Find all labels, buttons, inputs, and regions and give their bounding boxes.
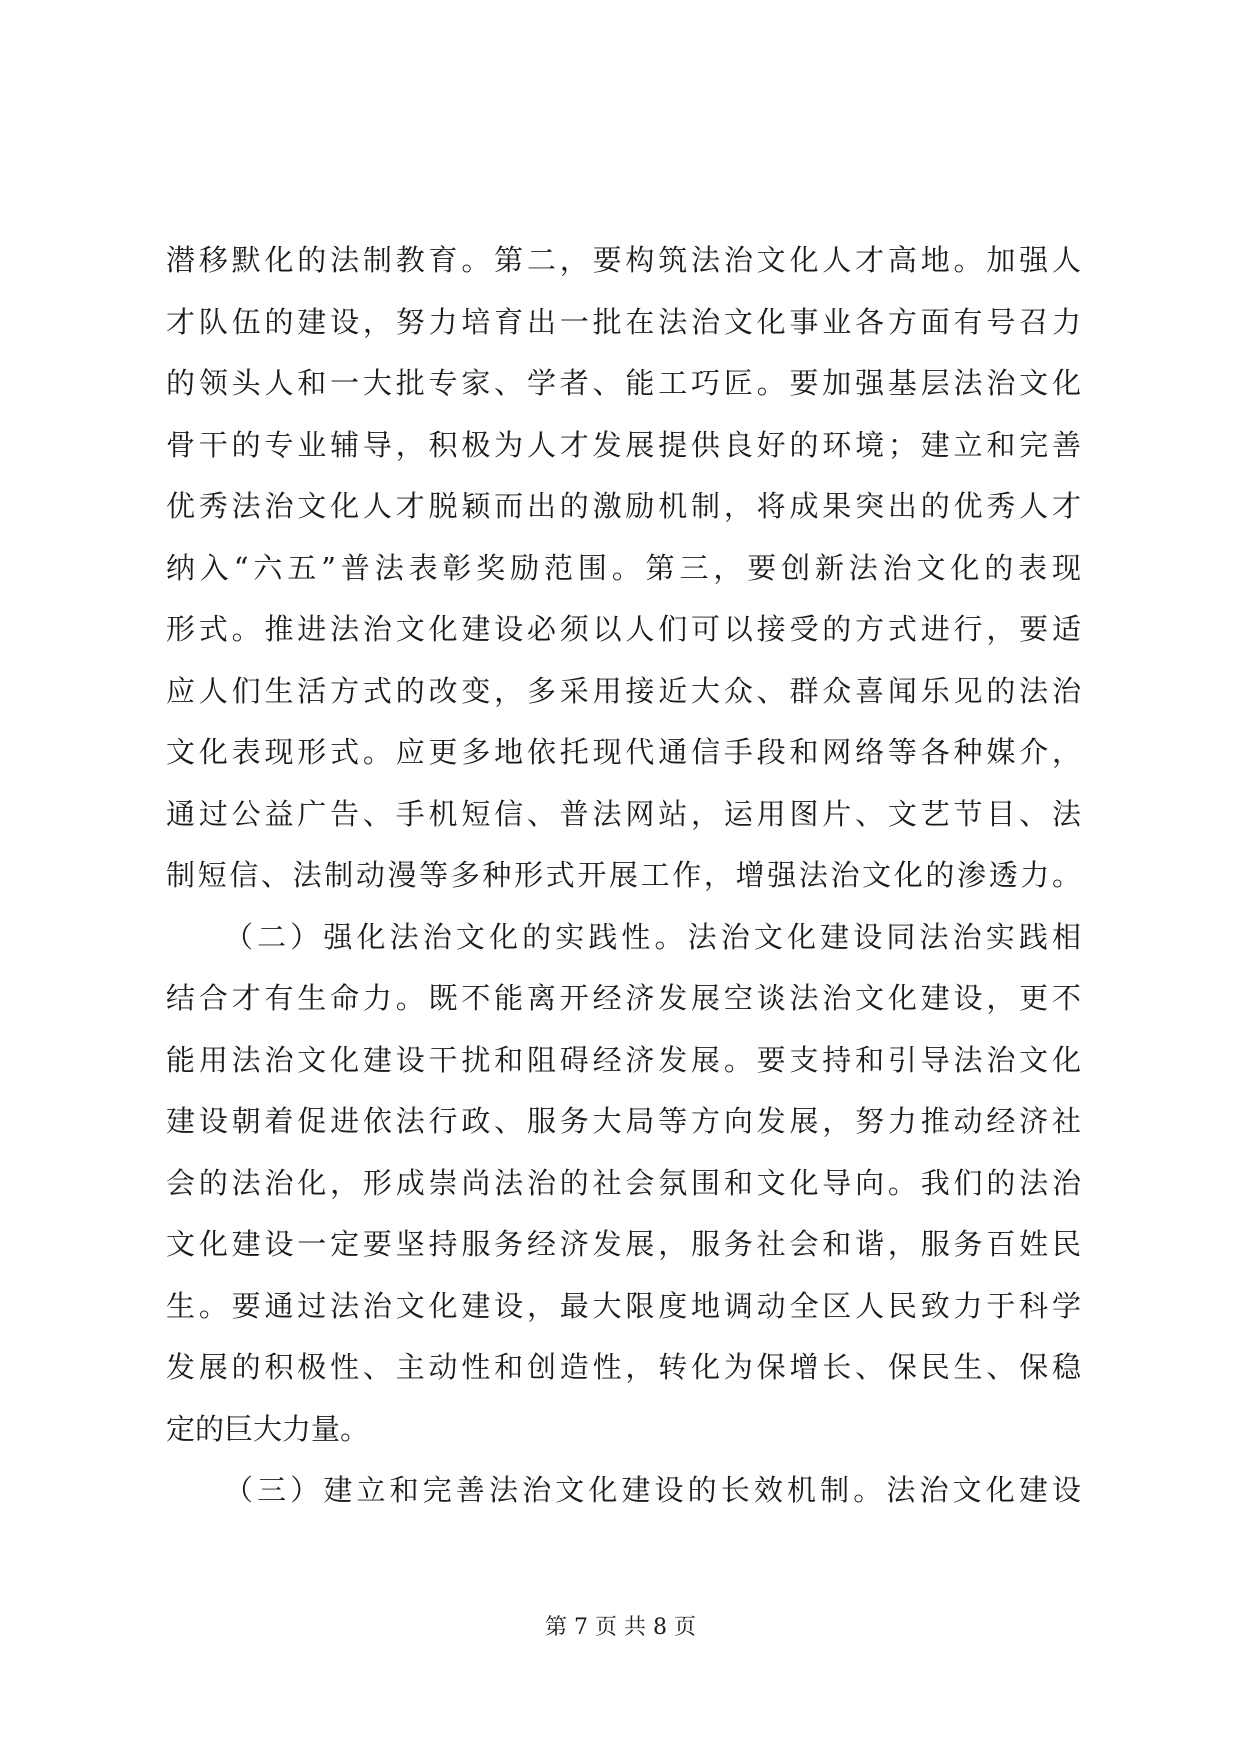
- text-line: 建设朝着促进依法行政、服务大局等方向发展，努力推动经济社: [166, 1104, 1081, 1138]
- text-line: 能用法治文化建设干扰和阻碍经济发展。要支持和引导法治文化: [166, 1042, 1081, 1077]
- text-line: 优秀法治文化人才脱颖而出的激励机制，将成果突出的优秀人才: [166, 489, 1081, 523]
- text-line: 的领头人和一大批专家、学者、能工巧匠。要加强基层法治文化: [166, 366, 1081, 400]
- text-line: 文化建设一定要坚持服务经济发展，服务社会和谐，服务百姓民: [166, 1227, 1081, 1261]
- page-footer: 第 7 页 共 8 页: [545, 1615, 696, 1640]
- text-line: 形式。推进法治文化建设必须以人们可以接受的方式进行，要适: [166, 612, 1081, 646]
- text-line: 文化表现形式。应更多地依托现代通信手段和网络等各种媒介，: [166, 735, 1081, 769]
- text-line: 会的法治化，形成崇尚法治的社会氛围和文化导向。我们的法治: [166, 1165, 1081, 1200]
- text-line: 骨干的专业辅导，积极为人才发展提供良好的环境；建立和完善: [166, 427, 1081, 462]
- text-line: 通过公益广告、手机短信、普法网站，运用图片、文艺节目、法: [166, 796, 1081, 831]
- paragraph-end-line: 定的巨大力量。: [166, 1411, 370, 1446]
- text-line: 应人们生活方式的改变，多采用接近大众、群众喜闻乐见的法治: [166, 673, 1081, 708]
- paragraph-start-line: （二）强化法治文化的实践性。法治文化建设同法治实践相: [224, 919, 1081, 954]
- body-text: [166, 230, 1081, 1522]
- text-line: 生。要通过法治文化建设，最大限度地调动全区人民致力于科学: [166, 1288, 1081, 1323]
- paragraph-start-line: （三）建立和完善法治文化建设的长效机制。法治文化建设: [224, 1473, 1081, 1507]
- text-line: 制短信、法制动漫等多种形式开展工作，增强法治文化的渗透力。: [166, 858, 1081, 892]
- text-line: 潜移默化的法制教育。第二，要构筑法治文化人才高地。加强人: [166, 243, 1081, 277]
- text-line: 才队伍的建设，努力培育出一批在法治文化事业各方面有号召力: [166, 304, 1081, 339]
- text-line: 纳入“六五”普法表彰奖励范围。第三，要创新法治文化的表现: [166, 550, 1081, 585]
- text-line: 发展的积极性、主动性和创造性，转化为保增长、保民生、保稳: [166, 1350, 1081, 1384]
- text-line: 结合才有生命力。既不能离开经济发展空谈法治文化建设，更不: [166, 981, 1081, 1015]
